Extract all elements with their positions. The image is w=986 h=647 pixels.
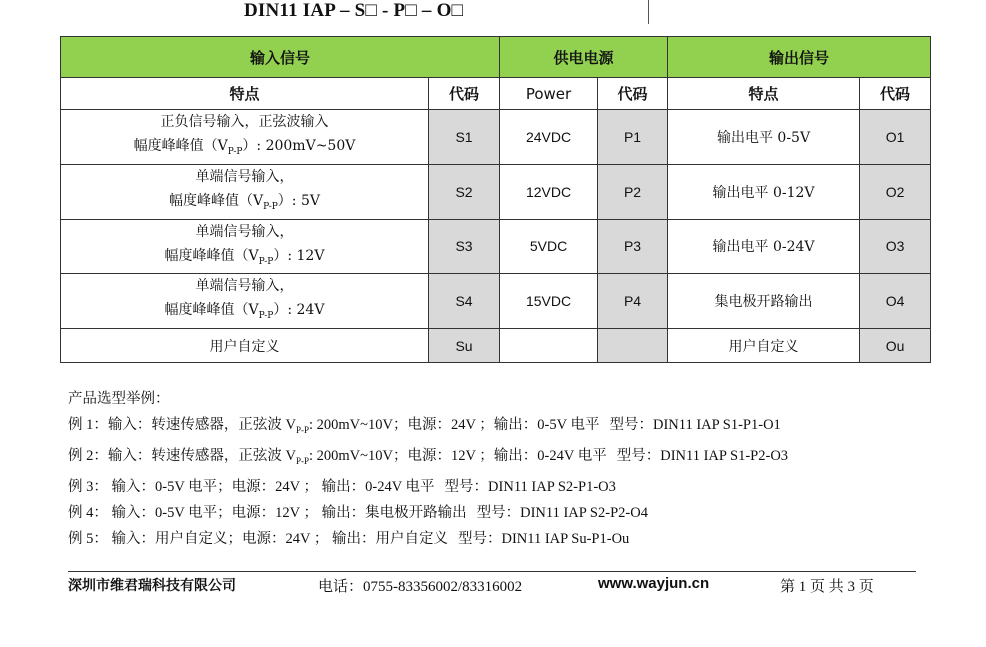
example-model: 型号：DIN11 IAP S2-P2-O4 — [476, 504, 648, 521]
column-header-row — [61, 78, 931, 110]
example-model: 型号：DIN11 IAP S1-P1-O1 — [609, 417, 781, 433]
output-code-cell: Ou — [860, 329, 931, 363]
input-feature-cell — [61, 110, 429, 165]
output-feature-cell: 输出电平 0-5V — [668, 110, 860, 165]
input-feature-cell: 用户自定义 — [61, 329, 429, 363]
selection-table — [60, 36, 931, 363]
input-code-cell: S3 — [429, 219, 500, 274]
input-feature-line1: 单端信号输入， — [195, 223, 294, 240]
example-line: 例 3： 输入：0-5V 电平；电源：24V ； 输出：0-24V 电平 型号：DIN11 IAP S2-P1-O3 — [68, 478, 616, 495]
output-feature-cell: 输出电平 0-12V — [668, 164, 860, 219]
output-feature-cell: 集电极开路输出 — [668, 274, 860, 329]
input-feature-line2: 幅度峰峰值$(V_{P-P})$: 24V — [164, 302, 325, 322]
output-code-cell: O4 — [860, 274, 931, 329]
power-code-cell: P3 — [598, 219, 668, 274]
power-cell — [500, 329, 598, 363]
phone-number: 电话：0755-83356002/83316002 — [318, 579, 523, 595]
page-footer — [68, 575, 916, 599]
table-row — [61, 110, 931, 165]
group-input-signal: 输入信号 — [61, 37, 500, 78]
table-row — [61, 274, 931, 329]
input-code-cell: S1 — [429, 110, 500, 165]
example-line: 例 4： 输入：0-5V 电平；电源：12V ； 输出：集电极开路输出 型号：DIN11 IAP S2-P2-O4 — [68, 504, 648, 521]
website-link[interactable]: www.wayjun.cn — [598, 575, 710, 592]
example-line: 例 2：输入：转速传感器，正弦波 $V_{P-P}$: 200mV~10V；电源：12V ；输出：0-24V 电平 型号：DIN11 IAP S1-P2-O3 — [68, 447, 789, 466]
input-feature-line2: 幅度峰峰值$(V_{P-P})$: 12V — [164, 247, 325, 267]
output-feature-cell: 输出电平 0-24V — [668, 219, 860, 274]
company-name: 深圳市维君瑞科技有限公司 — [68, 578, 236, 594]
input-feature-line1: 正负信号输入，正弦波输入 — [160, 114, 329, 130]
input-code-cell: S2 — [429, 164, 500, 219]
output-code-cell: O3 — [860, 219, 931, 274]
example-model: 型号：DIN11 IAP Su-P1-Ou — [457, 530, 630, 547]
power-code-cell: P4 — [598, 274, 668, 329]
page-number: 第 1 页 共 3 页 — [780, 579, 874, 595]
col-power-code: 代码 — [598, 78, 668, 110]
input-feature-cell — [61, 219, 429, 274]
example-model: 型号：DIN11 IAP S2-P1-O3 — [444, 478, 616, 495]
output-code-cell: O2 — [860, 164, 931, 219]
table-row — [61, 329, 931, 363]
group-header-row — [61, 37, 931, 78]
table-row — [61, 219, 931, 274]
header-divider — [648, 0, 649, 24]
col-output-feature: 特点 — [668, 78, 860, 110]
input-code-cell: S4 — [429, 274, 500, 329]
example-line: 例 5： 输入：用户自定义；电源：24V ； 输出：用户自定义 型号：DIN11 IAP Su-P1-Ou — [68, 530, 630, 547]
group-power-supply: 供电电源 — [500, 37, 668, 78]
col-output-code: 代码 — [860, 78, 931, 110]
example-line: 例 1：输入：转速传感器，正弦波 $V_{P-P}$: 200mV~10V；电源：24V ；输出：0-5V 电平 型号：DIN11 IAP S1-P1-O1 — [68, 417, 781, 435]
input-code-cell: Su — [429, 329, 500, 363]
examples-heading: 产品选型举例： — [68, 391, 170, 407]
power-cell: 24VDC — [500, 110, 598, 165]
output-feature-cell: 用户自定义 — [668, 329, 860, 363]
power-code-cell — [598, 329, 668, 363]
power-cell: 15VDC — [500, 274, 598, 329]
document-title: DIN11 IAP – S□ - P□ – O□ — [244, 0, 464, 21]
power-code-cell: P1 — [598, 110, 668, 165]
input-feature-cell — [61, 164, 429, 219]
group-output-signal: 输出信号 — [668, 37, 931, 78]
power-code-cell: P2 — [598, 164, 668, 219]
output-code-cell: O1 — [860, 110, 931, 165]
col-input-feature: 特点 — [61, 78, 429, 110]
input-feature-cell — [61, 274, 429, 329]
footer-divider — [68, 571, 916, 572]
table-row — [61, 164, 931, 219]
col-power: Power — [500, 78, 598, 110]
col-input-code: 代码 — [429, 78, 500, 110]
input-feature-line2: 幅度峰峰值$(V_{P-P})$: 5V — [169, 192, 320, 212]
selection-examples — [68, 386, 788, 552]
input-feature-line1: 单端信号输入， — [195, 168, 294, 185]
example-model: 型号：DIN11 IAP S1-P2-O3 — [616, 447, 789, 464]
input-feature-line1: 单端信号输入， — [195, 278, 294, 295]
power-cell: 5VDC — [500, 219, 598, 274]
input-feature-line2: 幅度峰峰值$(V_{P-P})$: 200mV~50V — [133, 138, 356, 157]
power-cell: 12VDC — [500, 164, 598, 219]
